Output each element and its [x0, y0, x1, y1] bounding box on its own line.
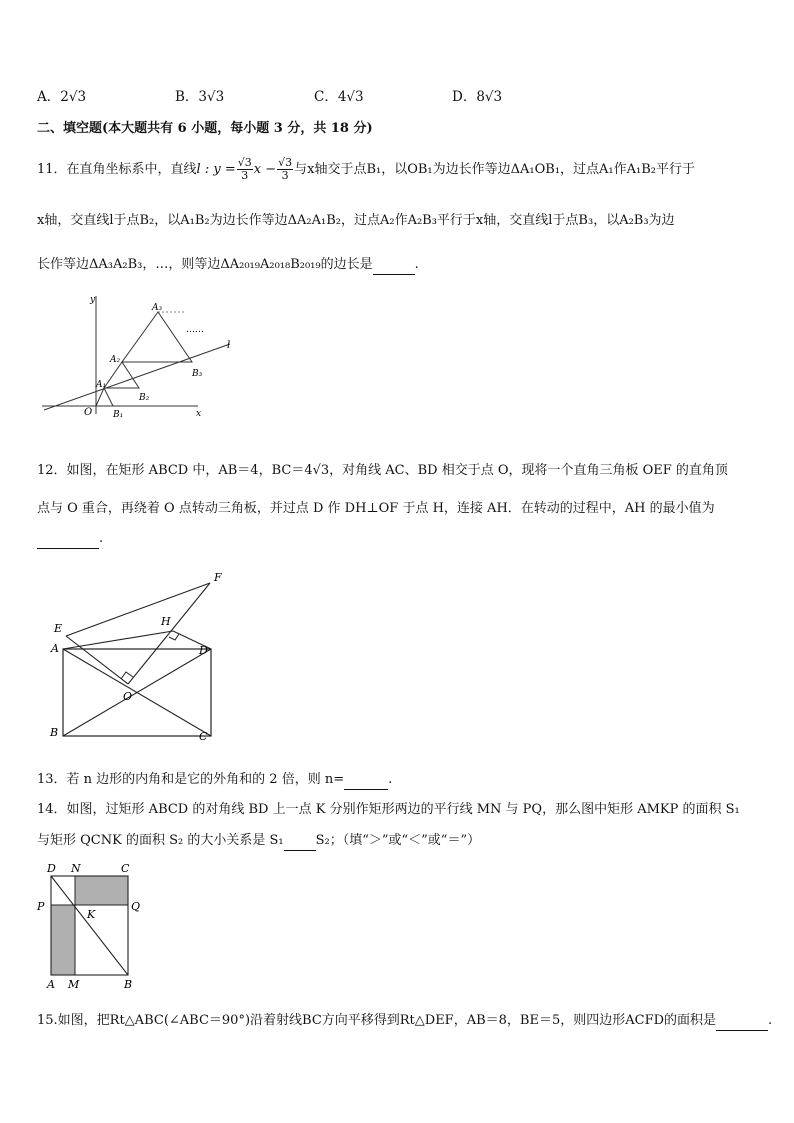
- q11-figure: [38, 288, 238, 418]
- fraction-numerator: √3: [237, 156, 252, 169]
- q14-line1: 14．如图，过矩形 ABCD 的对角线 BD 上一点 K 分别作矩形两边的平行线 MN 与 PQ，那么图中矩形 AMKP 的面积 S₁: [37, 802, 740, 817]
- q11-line3: [37, 256, 419, 275]
- q11-line1-text: 11．在直角坐标系中，直线: [37, 162, 197, 177]
- segment-ah: [63, 631, 173, 649]
- q11-line3-text: 长作等边ΔA₃A₂B₃，…，则等边ΔA₂₀₁₉A₂₀₁₈B₂₀₁₉的边长是: [37, 257, 373, 272]
- q15-period: .: [768, 1013, 773, 1028]
- option-d: [452, 88, 502, 106]
- q14-line2: [37, 832, 480, 851]
- fraction-numerator: √3: [278, 156, 293, 169]
- label-a2: A₂: [110, 355, 121, 365]
- label-a: A: [51, 642, 59, 655]
- triangle-3: [122, 312, 192, 362]
- q11-line2: x轴，交直线l于点B₂，以A₁B₂为边长作等边ΔA₂A₁B₂，过点A₂作A₂B₃平行于x轴，交直线l于点B₃，以A₂B₃为边: [37, 213, 675, 228]
- label-b1: B₁: [113, 410, 124, 418]
- label-m: M: [68, 978, 80, 991]
- option-value: 2√3: [60, 89, 87, 105]
- right-angle-h: [169, 634, 179, 640]
- q11-line1: [37, 157, 695, 182]
- q13-text: 13．若 n 边形的内角和是它的外角和的 2 倍，则 n=: [37, 772, 345, 787]
- answer-blank[interactable]: [716, 1012, 768, 1031]
- label-f: F: [214, 571, 222, 584]
- answer-blank[interactable]: [344, 771, 388, 790]
- answer-blank[interactable]: [373, 256, 415, 275]
- q11-fraction-1: [237, 157, 253, 182]
- q11-equation: l : y =: [196, 162, 236, 177]
- label-a: A: [47, 978, 55, 991]
- label-b: B: [124, 978, 133, 991]
- q15-text: 15.如图，把Rt△ABC(∠ABC＝90°)沿着射线BC方向平移得到Rt△DEF，AB＝8，BE＝5，则四边形ACFD的面积是: [37, 1013, 717, 1028]
- label-q: Q: [131, 900, 141, 913]
- label-o: O: [84, 407, 93, 418]
- right-angle-o: [121, 672, 133, 679]
- q11-fraction-2: [277, 157, 293, 182]
- q14-text-a: 与矩形 QCNK 的面积 S₂ 的大小关系是 S₁: [37, 833, 284, 848]
- q11-equation-mid: x −: [253, 162, 277, 177]
- q12-line1: 12．如图，在矩形 ABCD 中，AB＝4，BC＝4√3，对角线 AC、BD 相交于点 O，现将一个直角三角板 OEF 的直角顶: [37, 463, 728, 478]
- q14-figure: [34, 858, 154, 993]
- label-k: K: [87, 908, 96, 921]
- label-b3: B₃: [192, 369, 203, 379]
- option-letter: D．: [452, 89, 477, 105]
- label-c: C: [199, 730, 208, 743]
- option-letter: B．: [175, 89, 199, 105]
- q13-line: [37, 771, 392, 790]
- label-e: E: [54, 622, 63, 635]
- q12-period: .: [99, 531, 104, 546]
- q12-figure: [44, 568, 234, 748]
- label-b: B: [50, 726, 59, 739]
- label-p: P: [37, 900, 45, 913]
- label-y: y: [90, 295, 96, 305]
- section-heading: 二、填空题(本大题共有 6 小题，每小题 3 分，共 18 分): [37, 121, 373, 136]
- q15-line: [37, 1012, 772, 1031]
- option-c: [314, 88, 364, 106]
- q14-text-b: S₂；（填“＞”或“＜”或“＝”）: [315, 833, 481, 848]
- label-a3: A₃: [152, 303, 163, 313]
- label-h: H: [161, 615, 171, 628]
- option-letter: C．: [314, 89, 338, 105]
- label-b2: B₂: [139, 393, 150, 403]
- fraction-denominator: 3: [281, 169, 289, 182]
- triangle-2: [104, 362, 139, 388]
- shaded-amkp: [51, 905, 75, 975]
- answer-blank[interactable]: [37, 530, 99, 549]
- shaded-qcnk: [75, 876, 128, 905]
- option-b: [175, 88, 224, 106]
- label-dots: ……: [186, 325, 204, 335]
- q12-line3: [37, 530, 103, 549]
- label-c: C: [121, 862, 130, 875]
- q12-line2: 点与 O 重合，再绕着 O 点转动三角板，并过点 D 作 DH⊥OF 于点 H，连接 AH．在转动的过程中，AH 的最小值为: [37, 501, 715, 516]
- label-d: D: [199, 644, 208, 657]
- option-value: 3√3: [198, 89, 225, 105]
- label-o: O: [123, 690, 133, 703]
- q13-period: .: [388, 772, 393, 787]
- label-d: D: [47, 862, 56, 875]
- option-value: 8√3: [476, 89, 503, 105]
- label-n: N: [71, 862, 81, 875]
- option-value: 4√3: [337, 89, 364, 105]
- answer-blank[interactable]: [284, 832, 316, 851]
- option-a: [37, 88, 86, 106]
- option-letter: A．: [37, 89, 61, 105]
- label-a1: A₁: [96, 380, 107, 390]
- q11-period: .: [414, 257, 419, 272]
- fraction-denominator: 3: [241, 169, 249, 182]
- label-x: x: [196, 409, 202, 418]
- label-l: l: [227, 340, 231, 351]
- q11-line1-rest: 与x轴交于点B₁，以OB₁为边长作等边ΔA₁OB₁，过点A₁作A₁B₂平行于: [294, 162, 696, 177]
